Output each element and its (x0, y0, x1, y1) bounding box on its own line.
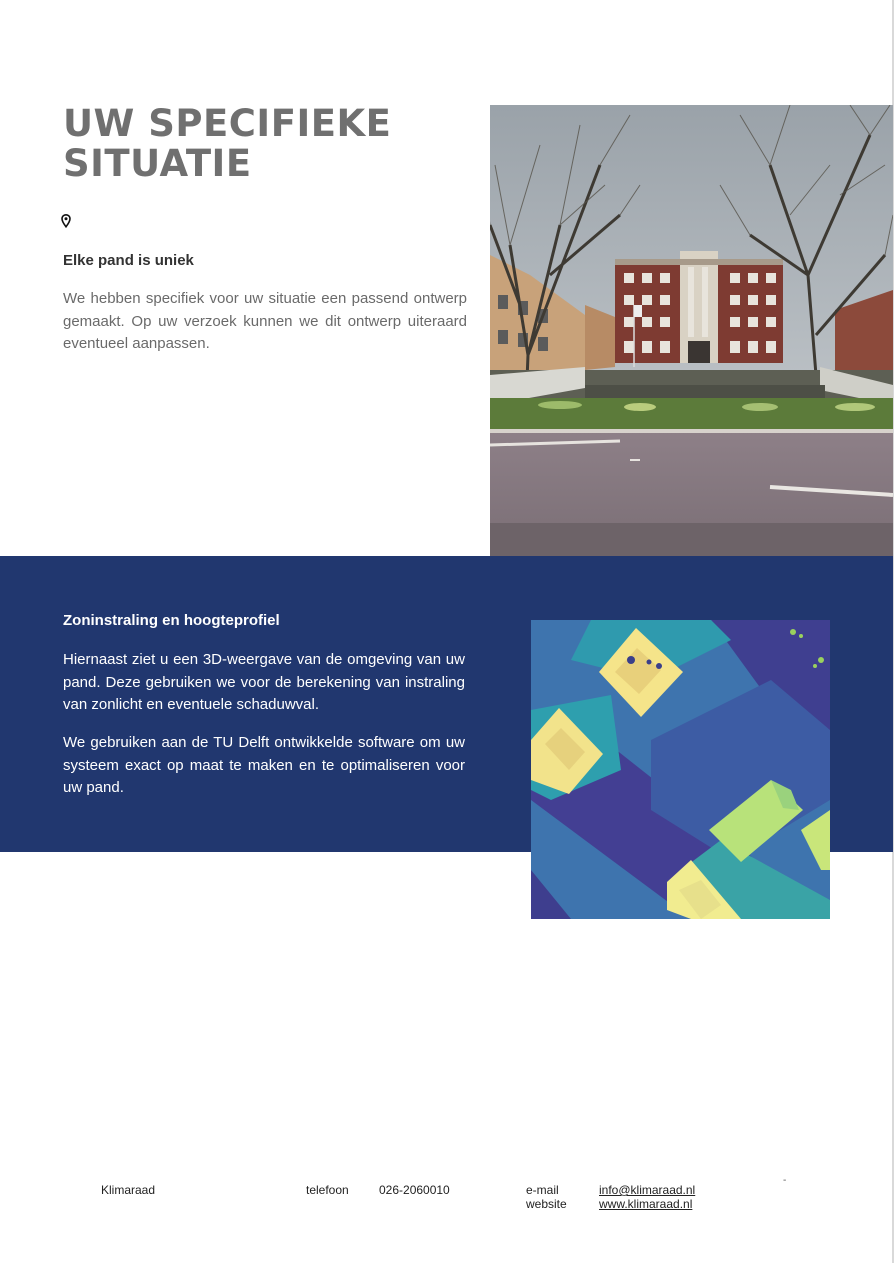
height-profile-map (531, 620, 830, 919)
footer-phone: 026-2060010 (379, 1183, 450, 1197)
solar-heading: Zoninstraling en hoogteprofiel (63, 612, 280, 629)
building-street-photo (490, 105, 893, 556)
solar-text-1: Hiernaast ziet u een 3D-weergave van de omgeving van uw pand. Deze gebruiken we voor de berekening van instraling van zonlicht en eventuele schaduwval. (63, 651, 465, 713)
footer-company: Klimaraad (101, 1183, 156, 1197)
footer-contact-links (599, 1183, 695, 1211)
page-title-line-2: SITUATIE (63, 142, 252, 185)
footer-website-link[interactable]: www.klimaraad.nl (599, 1197, 693, 1211)
page-title-line-1: UW SPECIFIEKE (63, 102, 392, 145)
footer-email-link[interactable]: info@klimaraad.nl (599, 1183, 696, 1197)
footer-website-label: website (526, 1197, 567, 1211)
footer-phone-label: telefoon (306, 1183, 349, 1197)
footer-contact-labels (526, 1183, 567, 1211)
intro-text: We hebben specifiek voor uw situatie een passend ontwerp gemaakt. Op uw verzoek kunnen we dit ontwerp uiteraard eventueel aanpassen. (63, 290, 467, 352)
intro-heading: Elke pand is uniek (63, 252, 194, 269)
footer-email-label: e-mail (526, 1183, 559, 1197)
solar-text-2: We gebruiken aan de TU Delft ontwikkelde software om uw systeem exact op maat te maken en te optimaliseren voor uw pand. (63, 734, 465, 796)
location-pin-icon (61, 214, 71, 228)
footer-mark: - (783, 1175, 787, 1186)
page-title (63, 104, 483, 184)
